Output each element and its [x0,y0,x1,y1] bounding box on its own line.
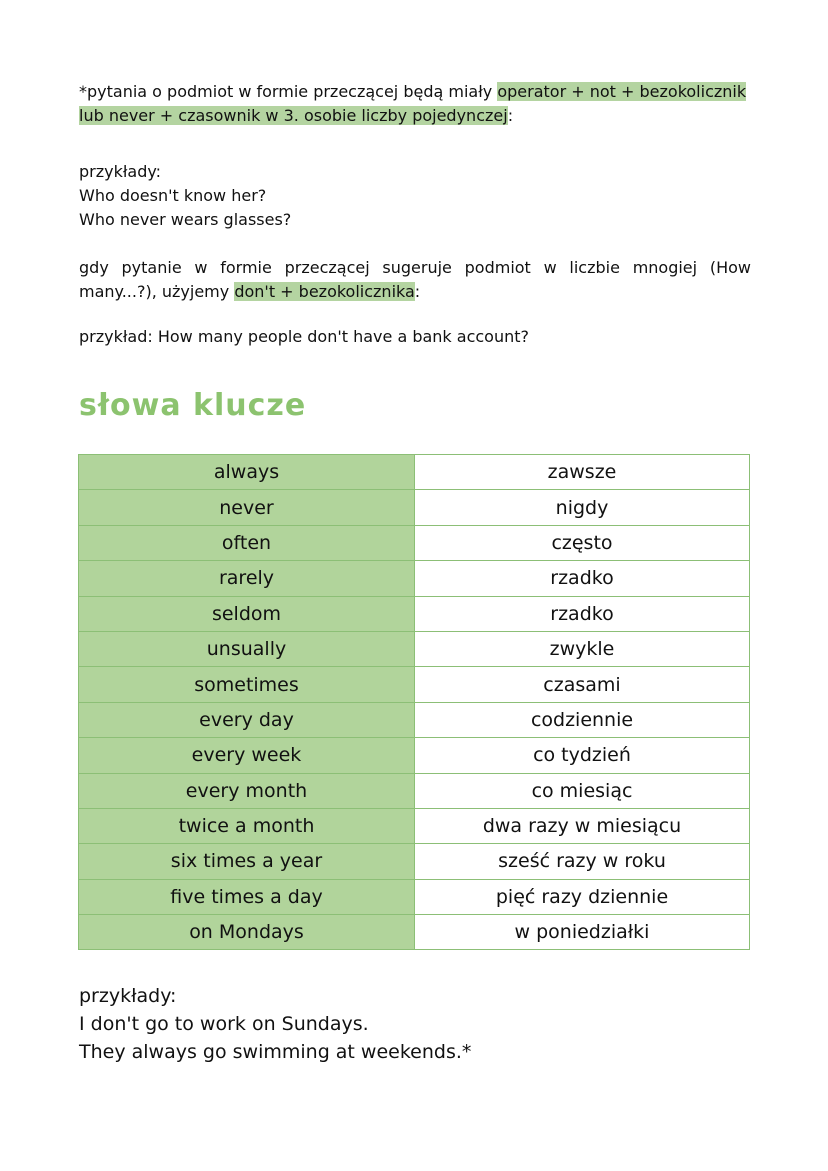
keyword-polish: dwa razy w miesiącu [415,808,750,843]
plural-note-text: gdy pytanie w formie przeczącej sugeruje podmiot w liczbie mnogiej (How many...?), użyjemy [79,258,751,301]
keyword-row [79,844,750,879]
keyword-polish: co miesiąc [415,773,750,808]
example-line: I don't go to work on Sundays. [79,1013,369,1035]
keyword-english: five times a day [79,879,415,914]
keyword-row [79,525,750,560]
keyword-polish: co tydzień [415,738,750,773]
intro-suffix: : [507,106,514,125]
example-line: They always go swimming at weekends.* [79,1041,472,1063]
keyword-english: often [79,525,415,560]
keywords-table [78,454,750,950]
keyword-polish: rzadko [415,596,750,631]
keyword-english: seldom [79,596,415,631]
keyword-polish: często [415,525,750,560]
keyword-polish: rzadko [415,561,750,596]
examples-block-2 [79,982,751,1066]
keyword-polish: codziennie [415,702,750,737]
example-line: Who doesn't know her? [79,186,267,205]
keyword-row [79,879,750,914]
keyword-row [79,631,750,666]
keyword-english: every day [79,702,415,737]
plural-note-paragraph [79,256,751,304]
keyword-row [79,561,750,596]
keyword-english: sometimes [79,667,415,702]
keyword-polish: pięć razy dziennie [415,879,750,914]
keyword-english: always [79,455,415,490]
intro-paragraph [79,80,751,128]
keyword-row [79,490,750,525]
keyword-row [79,738,750,773]
keywords-heading: słowa klucze [79,388,307,423]
keyword-polish: sześć razy w roku [415,844,750,879]
keyword-english: on Mondays [79,915,415,950]
example-single: przykład: How many people don't have a bank account? [79,327,530,346]
intro-text: *pytania o podmiot w formie przeczącej będą miały [79,82,498,101]
plural-note-suffix: : [414,282,421,301]
keyword-row [79,596,750,631]
intro-highlight: operator + not + bezokolicznik lub never + czasownik w 3. osobie liczby pojedynczej [79,82,747,125]
keyword-polish: czasami [415,667,750,702]
plural-note-highlight: don't + bezokolicznika [234,282,415,301]
keyword-row [79,667,750,702]
keyword-english: every week [79,738,415,773]
keyword-english: never [79,490,415,525]
keyword-polish: w poniedziałki [415,915,750,950]
keyword-polish: zawsze [415,455,750,490]
keyword-row [79,773,750,808]
examples-block-1 [79,160,751,232]
keyword-english: rarely [79,561,415,596]
examples-label: przykłady: [79,985,177,1007]
keyword-english: twice a month [79,808,415,843]
example-line: Who never wears glasses? [79,210,292,229]
keyword-row [79,455,750,490]
keyword-english: six times a year [79,844,415,879]
examples-label: przykłady: [79,162,162,181]
keyword-english: every month [79,773,415,808]
keyword-polish: zwykle [415,631,750,666]
keyword-row [79,808,750,843]
keyword-row [79,702,750,737]
keyword-row [79,915,750,950]
keyword-english: unsually [79,631,415,666]
keyword-polish: nigdy [415,490,750,525]
